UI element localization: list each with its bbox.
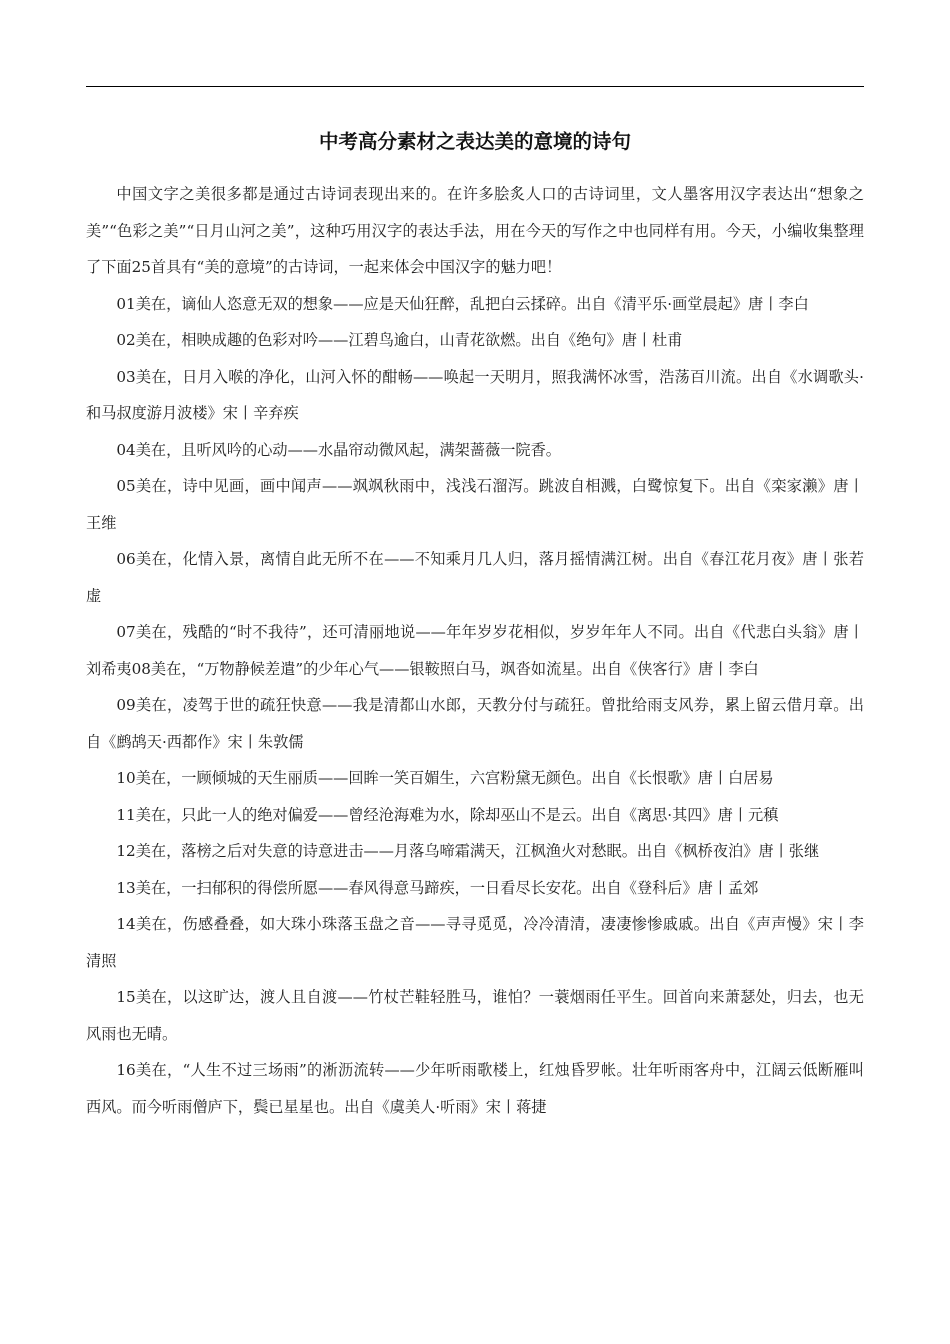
poem-item-09: 09美在，凌驾于世的疏狂快意——我是清都山水郎，天教分付与疏狂。曾批给雨支风券，累上留云借月章。出自《鹧鸪天·西都作》宋丨朱敦儒 (86, 696, 864, 751)
poem-item-04: 04美在，且听风吟的心动——水晶帘动微风起，满架蔷薇一院香。 (116, 440, 561, 459)
poem-item-11: 11美在，只此一人的绝对偏爱——曾经沧海难为水，除却巫山不是云。出自《离思·其四》唐丨元稹 (116, 805, 779, 824)
poem-item-02: 02美在，相映成趣的色彩对吟——江碧鸟逾白，山青花欲燃。出自《绝句》唐丨杜甫 (116, 331, 683, 349)
poem-item-12: 12美在，落榜之后对失意的诗意进击——月落乌啼霜满天，江枫渔火对愁眠。出自《枫桥夜泊》唐丨张继 (116, 842, 820, 860)
poem-item-05: 05美在，诗中见画，画中闻声——飒飒秋雨中，浅浅石溜泻。跳波自相溅，白鹭惊复下。出自《栾家濑》唐丨王维 (86, 477, 864, 532)
document-title: 中考高分素材之表达美的意境的诗句 (318, 130, 631, 153)
poem-item-16: 16美在，“人生不过三场雨”的淅沥流转——少年听雨歌楼上，红烛昏罗帐。壮年听雨客舟中，江阔云低断雁叫西风。而今听雨僧庐下，鬓已星星也。出自《虞美人·听雨》宋丨蒋捷 (86, 1061, 864, 1116)
poem-item-07-08: 07美在，残酷的“时不我待”，还可清丽地说——年年岁岁花相似，岁岁年年人不同。出自《代悲白头翁》唐丨刘希夷08美在，“万物静候差遣”的少年心气——银鞍照白马，飒沓如流星。出自《侠客行》唐丨李白 (86, 623, 864, 678)
poem-item-06: 06美在，化情入景，离情自此无所不在——不知乘月几人归，落月摇情满江树。出自《春江花月夜》唐丨张若虚 (86, 550, 864, 605)
poem-item-03: 03美在，日月入喉的净化，山河入怀的酣畅——唤起一天明月，照我满怀冰雪，浩荡百川流。出自《水调歌头·和马叔度游月波楼》宋丨辛弃疾 (86, 367, 864, 422)
header-rule (86, 86, 864, 87)
poem-item-10: 10美在，一顾倾城的天生丽质——回眸一笑百媚生，六宫粉黛无颜色。出自《长恨歌》唐丨白居易 (116, 769, 774, 787)
document-body (86, 176, 864, 1125)
poem-item-13: 13美在，一扫郁积的得偿所愿——春风得意马蹄疾，一日看尽长安花。出自《登科后》唐丨孟郊 (116, 878, 759, 897)
poem-item-15: 15美在，以这旷达，渡人且自渡——竹杖芒鞋轻胜马，谁怕？一蓑烟雨任平生。回首向来萧瑟处，归去，也无风雨也无晴。 (86, 988, 864, 1043)
poem-item-01: 01美在，谪仙人恣意无双的想象——应是天仙狂醉，乱把白云揉碎。出自《清平乐·画堂晨起》唐丨李白 (116, 294, 809, 313)
intro-paragraph: 中国文字之美很多都是通过古诗词表现出来的。在许多脍炙人口的古诗词里，文人墨客用汉字表达出“想象之美”“色彩之美”“日月山河之美”，这种巧用汉字的表达手法，用在今天的写作之中也同样有用。今天，小编收集整理了下面25首具有“美的意境”的古诗词，一起来体会中国汉字的魅力吧！ (86, 185, 864, 276)
poem-item-14: 14美在，伤感叠叠，如大珠小珠落玉盘之音——寻寻觅觅，冷冷清清，凄凄惨惨戚戚。出自《声声慢》宋丨李清照 (86, 915, 864, 970)
